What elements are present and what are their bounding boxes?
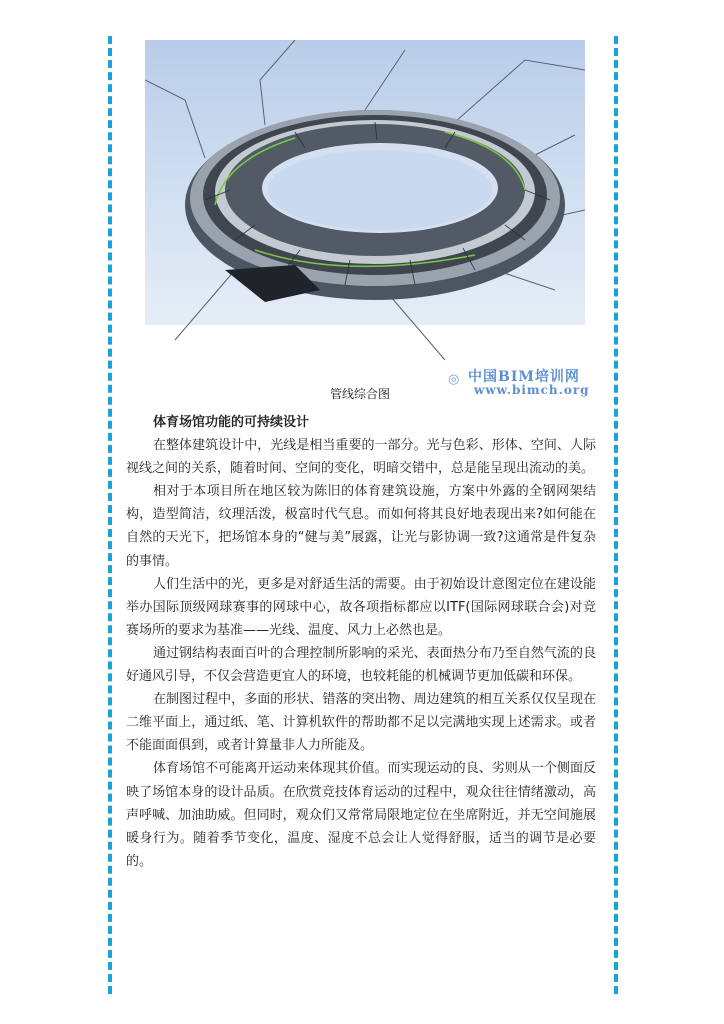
watermark [448, 366, 588, 400]
paragraph-5: 在制图过程中，多面的形状、错落的突出物、周边建筑的相互关系仅仅呈现在二维平面上，通过纸、笔、计算机软件的帮助都不足以完满地实现上述需求。或者不能面面俱到，或者计算量非人力所能及。 [126, 692, 596, 754]
watermark-title: 中国BIM培训网 [468, 369, 580, 385]
section-title: 体育场馆功能的可持续设计 [153, 415, 310, 430]
paragraph-1: 在整体建筑设计中，光线是相当重要的一部分。光与色彩、形体、空间、人际视线之间的关系，随着时间、空间的变化，明暗交错中，总是能呈现出流动的美。 [126, 438, 596, 477]
right-dashed-border [614, 36, 618, 994]
paragraph-4: 通过钢结构表面百叶的合理控制所影响的采光、表面热分布乃至自然气流的良好通风引导，不仅会营造更宜人的环境，也较耗能的机械调节更加低碳和环保。 [126, 645, 596, 685]
article-body [126, 411, 596, 873]
pipeline-integration-figure [145, 40, 585, 400]
watermark-logo-icon: ◎ [448, 372, 460, 387]
paragraph-2: 相对于本项目所在地区较为陈旧的体育建筑设施，方案中外露的全钢网架结构，造型简洁，纹理活泼，极富时代气息。而如何将其良好地表现出来?如何能在自然的天光下，把场馆本身的“健与美”展露，让光与影协调一致?这通常是件复杂的事情。 [126, 484, 596, 569]
paragraph-6: 体育场馆不可能离开运动来体现其价值。而实现运动的良、劣则从一个侧面反映了场馆本身的设计品质。在欣赏竞技体育运动的过程中，观众往往情绪激动，高声呼喊、加油助威。但同时，观众们又常常局限地定位在坐席附近，并无空间施展暖身行为。随着季节变化，温度、湿度不总会让人觉得舒服，适当的调节是必要的。 [126, 761, 596, 869]
figure-caption: 管线综合图 [330, 387, 391, 401]
watermark-url: www.bimch.org [474, 383, 590, 397]
left-dashed-border [108, 36, 112, 994]
paragraph-3: 人们生活中的光，更多是对舒适生活的需要。由于初始设计意图定位在建设能举办国际顶级网球赛事的网球中心，故各项指标都应以ITF(国际网球联合会)对竞赛场所的要求为基准——光线、温度、风力上必然也是。 [126, 576, 596, 638]
stadium-render-image [145, 40, 585, 400]
